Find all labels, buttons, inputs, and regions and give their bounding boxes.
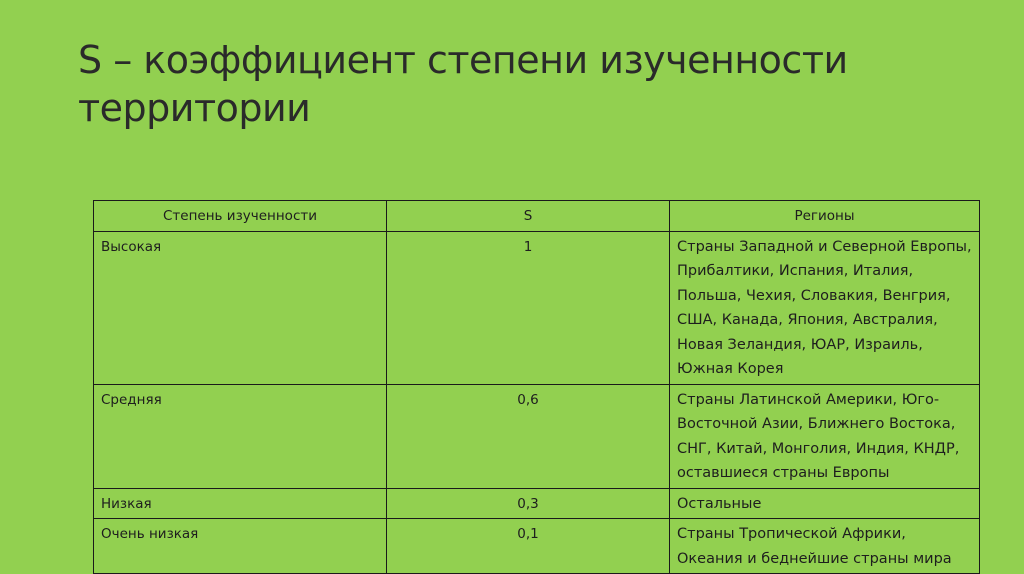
header-regions: Регионы bbox=[670, 201, 980, 232]
table-row bbox=[94, 384, 980, 488]
cell-s-value: 1 bbox=[387, 231, 670, 384]
table-row bbox=[94, 231, 980, 384]
cell-s-value: 0,3 bbox=[387, 488, 670, 519]
cell-regions: Страны Тропической Африки, Океания и беднейшие страны мира bbox=[670, 519, 980, 574]
cell-regions: Остальные bbox=[670, 488, 980, 519]
cell-level: Очень низкая bbox=[94, 519, 387, 574]
cell-s-value: 0,1 bbox=[387, 519, 670, 574]
study-degree-table bbox=[93, 200, 980, 574]
slide-title: S – коэффициент степени изученности территории bbox=[78, 38, 848, 130]
cell-level: Средняя bbox=[94, 384, 387, 488]
cell-regions: Страны Латинской Америки, Юго-Восточной Азии, Ближнего Востока, СНГ, Китай, Монголия, Индия, КНДР, оставшиеся страны Европы bbox=[670, 384, 980, 488]
table-row bbox=[94, 519, 980, 574]
cell-level: Низкая bbox=[94, 488, 387, 519]
header-s: S bbox=[387, 201, 670, 232]
table-row bbox=[94, 488, 980, 519]
cell-s-value: 0,6 bbox=[387, 384, 670, 488]
header-study-degree: Степень изученности bbox=[94, 201, 387, 232]
cell-level: Высокая bbox=[94, 231, 387, 384]
table-header-row bbox=[94, 201, 980, 232]
cell-regions: Страны Западной и Северной Европы, Прибалтики, Испания, Италия, Польша, Чехия, Словакия, Венгрия, США, Канада, Япония, Австралия, Новая Зеландия, ЮАР, Израиль, Южная Корея bbox=[670, 231, 980, 384]
